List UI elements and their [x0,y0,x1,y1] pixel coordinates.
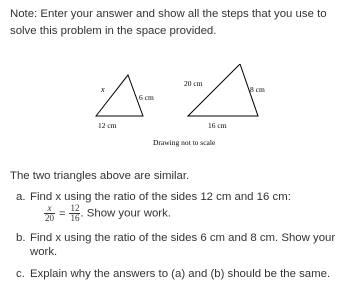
ratio-lhs [44,204,55,223]
ratio-rhs-denominator: 16 [70,213,80,223]
small-triangle-side-x: x [101,85,105,94]
small-triangle-side-right: 6 cm [139,93,154,102]
question-b-text: Find x using the ratio of the sides 6 cm and 8 cm. Show your work. [30,232,336,258]
question-c-marker: c. [16,268,25,280]
question-a [16,190,346,223]
ratio-lhs-denominator: 20 [45,213,54,223]
large-triangle-side-left: 20 cm [184,79,203,88]
question-c [16,267,346,281]
question-a-text: Find x using the ratio of the sides 12 cm and 16 cm: [30,191,291,203]
ratio-rhs-numerator: 12 [70,203,80,213]
question-c-text: Explain why the answers to (a) and (b) should be the same. [30,268,331,280]
intro-text: The two triangles above are similar. [10,170,190,182]
figure-caption: Drawing not to scale [153,138,216,147]
ratio-rhs [69,204,80,223]
ratio-lhs-numerator: x [44,204,55,214]
equals-sign: = [59,207,66,220]
question-a-marker: a. [16,191,26,203]
question-a-after: . Show your work. [80,207,171,220]
large-triangle-base: 16 cm [208,121,227,130]
similar-triangles-figure [0,64,350,154]
question-list [16,190,346,289]
small-triangle-shape [96,75,143,116]
small-triangle [96,75,154,130]
small-triangle-base: 12 cm [98,121,117,130]
large-triangle-side-right: 8 cm [250,85,265,94]
large-triangle [184,64,265,130]
large-triangle-shape [188,64,258,116]
question-b-marker: b. [16,232,26,244]
instruction-note: Note: Enter your answer and show all the steps that you use to solve this problem in the space provided. [10,8,327,37]
question-b [16,231,346,259]
ratio-equation [44,204,80,223]
